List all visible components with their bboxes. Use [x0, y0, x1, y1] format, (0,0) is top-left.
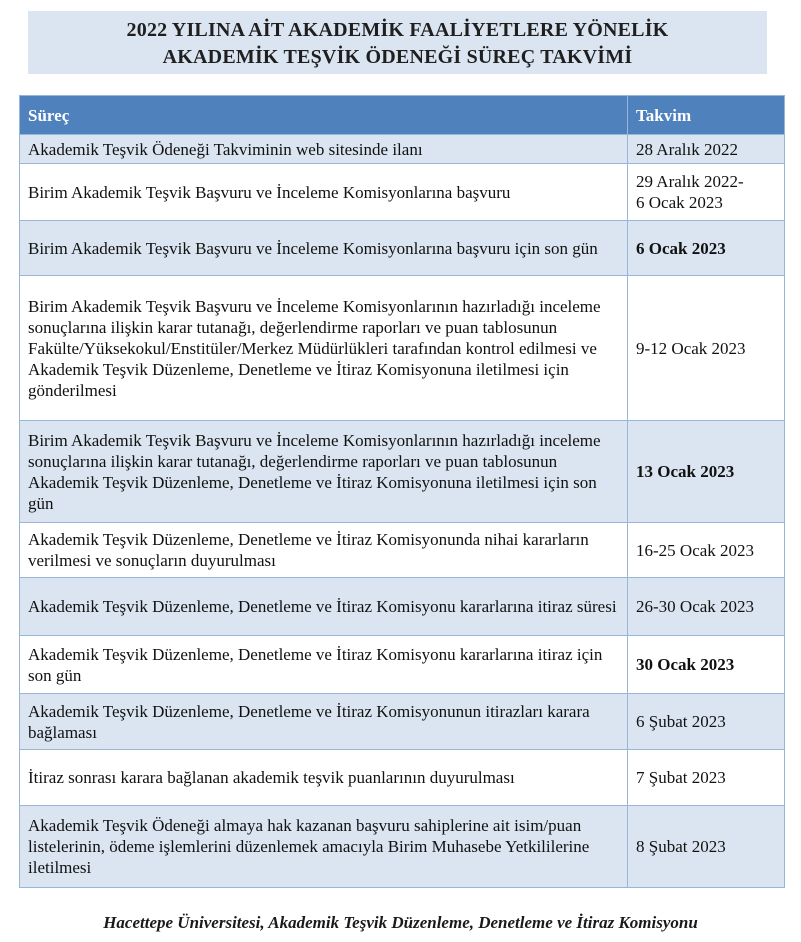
- table-row: [20, 750, 785, 806]
- date-cell: 6 Şubat 2023: [628, 694, 785, 750]
- schedule-table: [19, 95, 785, 888]
- date-cell: 13 Ocak 2023: [628, 421, 785, 523]
- process-cell: Birim Akademik Teşvik Başvuru ve İnceleme Komisyonlarının hazırladığı inceleme sonuçlarına ilişkin karar tutanağı, değerlendirme raporları ve puan tablosunun Fakülte/Yüksekokul/Enstitüler/Merkez Müdürlükleri tarafından kontrol edilmesi ve Akademik Teşvik Düzenleme, Denetleme ve İtiraz Komisyonuna iletilmesi için gönderilmesi: [20, 276, 628, 421]
- process-cell: Akademik Teşvik Düzenleme, Denetleme ve İtiraz Komisyonu kararlarına itiraz süresi: [20, 578, 628, 636]
- header-process: Süreç: [20, 96, 628, 135]
- table-row: [20, 221, 785, 276]
- date-cell: 7 Şubat 2023: [628, 750, 785, 806]
- date-cell: 6 Ocak 2023: [628, 221, 785, 276]
- process-cell: Birim Akademik Teşvik Başvuru ve İnceleme Komisyonlarına başvuru: [20, 164, 628, 221]
- table-row: [20, 806, 785, 888]
- table-row: [20, 164, 785, 221]
- table-row: [20, 276, 785, 421]
- process-cell: Akademik Teşvik Düzenleme, Denetleme ve İtiraz Komisyonu kararlarına itiraz için son gün: [20, 636, 628, 694]
- date-cell: 8 Şubat 2023: [628, 806, 785, 888]
- table-row: [20, 135, 785, 164]
- process-cell: Akademik Teşvik Düzenleme, Denetleme ve İtiraz Komisyonunun itirazları karara bağlaması: [20, 694, 628, 750]
- process-cell: İtiraz sonrası karara bağlanan akademik teşvik puanlarının duyurulması: [20, 750, 628, 806]
- process-cell: Birim Akademik Teşvik Başvuru ve İnceleme Komisyonlarının hazırladığı inceleme sonuçlarına ilişkin karar tutanağı, değerlendirme raporları ve puan tablosunun Akademik Teşvik Düzenleme, Denetleme ve İtiraz Komisyonuna iletilmesi için son gün: [20, 421, 628, 523]
- date-cell: 9-12 Ocak 2023: [628, 276, 785, 421]
- table-row: [20, 523, 785, 578]
- header-calendar: Takvim: [628, 96, 785, 135]
- date-cell: 16-25 Ocak 2023: [628, 523, 785, 578]
- date-cell: 30 Ocak 2023: [628, 636, 785, 694]
- title-line-1: 2022 YILINA AİT AKADEMİK FAALİYETLERE YÖNELİK: [126, 19, 669, 41]
- table-row: [20, 636, 785, 694]
- table-row: [20, 421, 785, 523]
- title-line-2: AKADEMİK TEŞVİK ÖDENEĞİ SÜREÇ TAKVİMİ: [162, 46, 633, 68]
- process-cell: Akademik Teşvik Ödeneği Takviminin web sitesinde ilanı: [20, 135, 628, 164]
- process-cell: Birim Akademik Teşvik Başvuru ve İnceleme Komisyonlarına başvuru için son gün: [20, 221, 628, 276]
- footer-credit: Hacettepe Üniversitesi, Akademik Teşvik Düzenleme, Denetleme ve İtiraz Komisyonu: [103, 913, 698, 932]
- title-banner: [28, 11, 767, 74]
- date-line-1: 29 Aralık 2022-: [636, 172, 744, 191]
- table-header-row: [20, 96, 785, 135]
- date-line-2: 6 Ocak 2023: [636, 193, 723, 212]
- table-row: [20, 694, 785, 750]
- process-cell: Akademik Teşvik Düzenleme, Denetleme ve İtiraz Komisyonunda nihai kararların verilmesi ve sonuçların duyurulması: [20, 523, 628, 578]
- date-cell: 28 Aralık 2022: [628, 135, 785, 164]
- table-row: [20, 578, 785, 636]
- process-cell: Akademik Teşvik Ödeneği almaya hak kazanan başvuru sahiplerine ait isim/puan listelerinin, ödeme işlemlerini düzenlemek amacıyla Birim Muhasebe Yetkililerine iletilmesi: [20, 806, 628, 888]
- date-cell: 26-30 Ocak 2023: [628, 578, 785, 636]
- date-cell: [628, 164, 785, 221]
